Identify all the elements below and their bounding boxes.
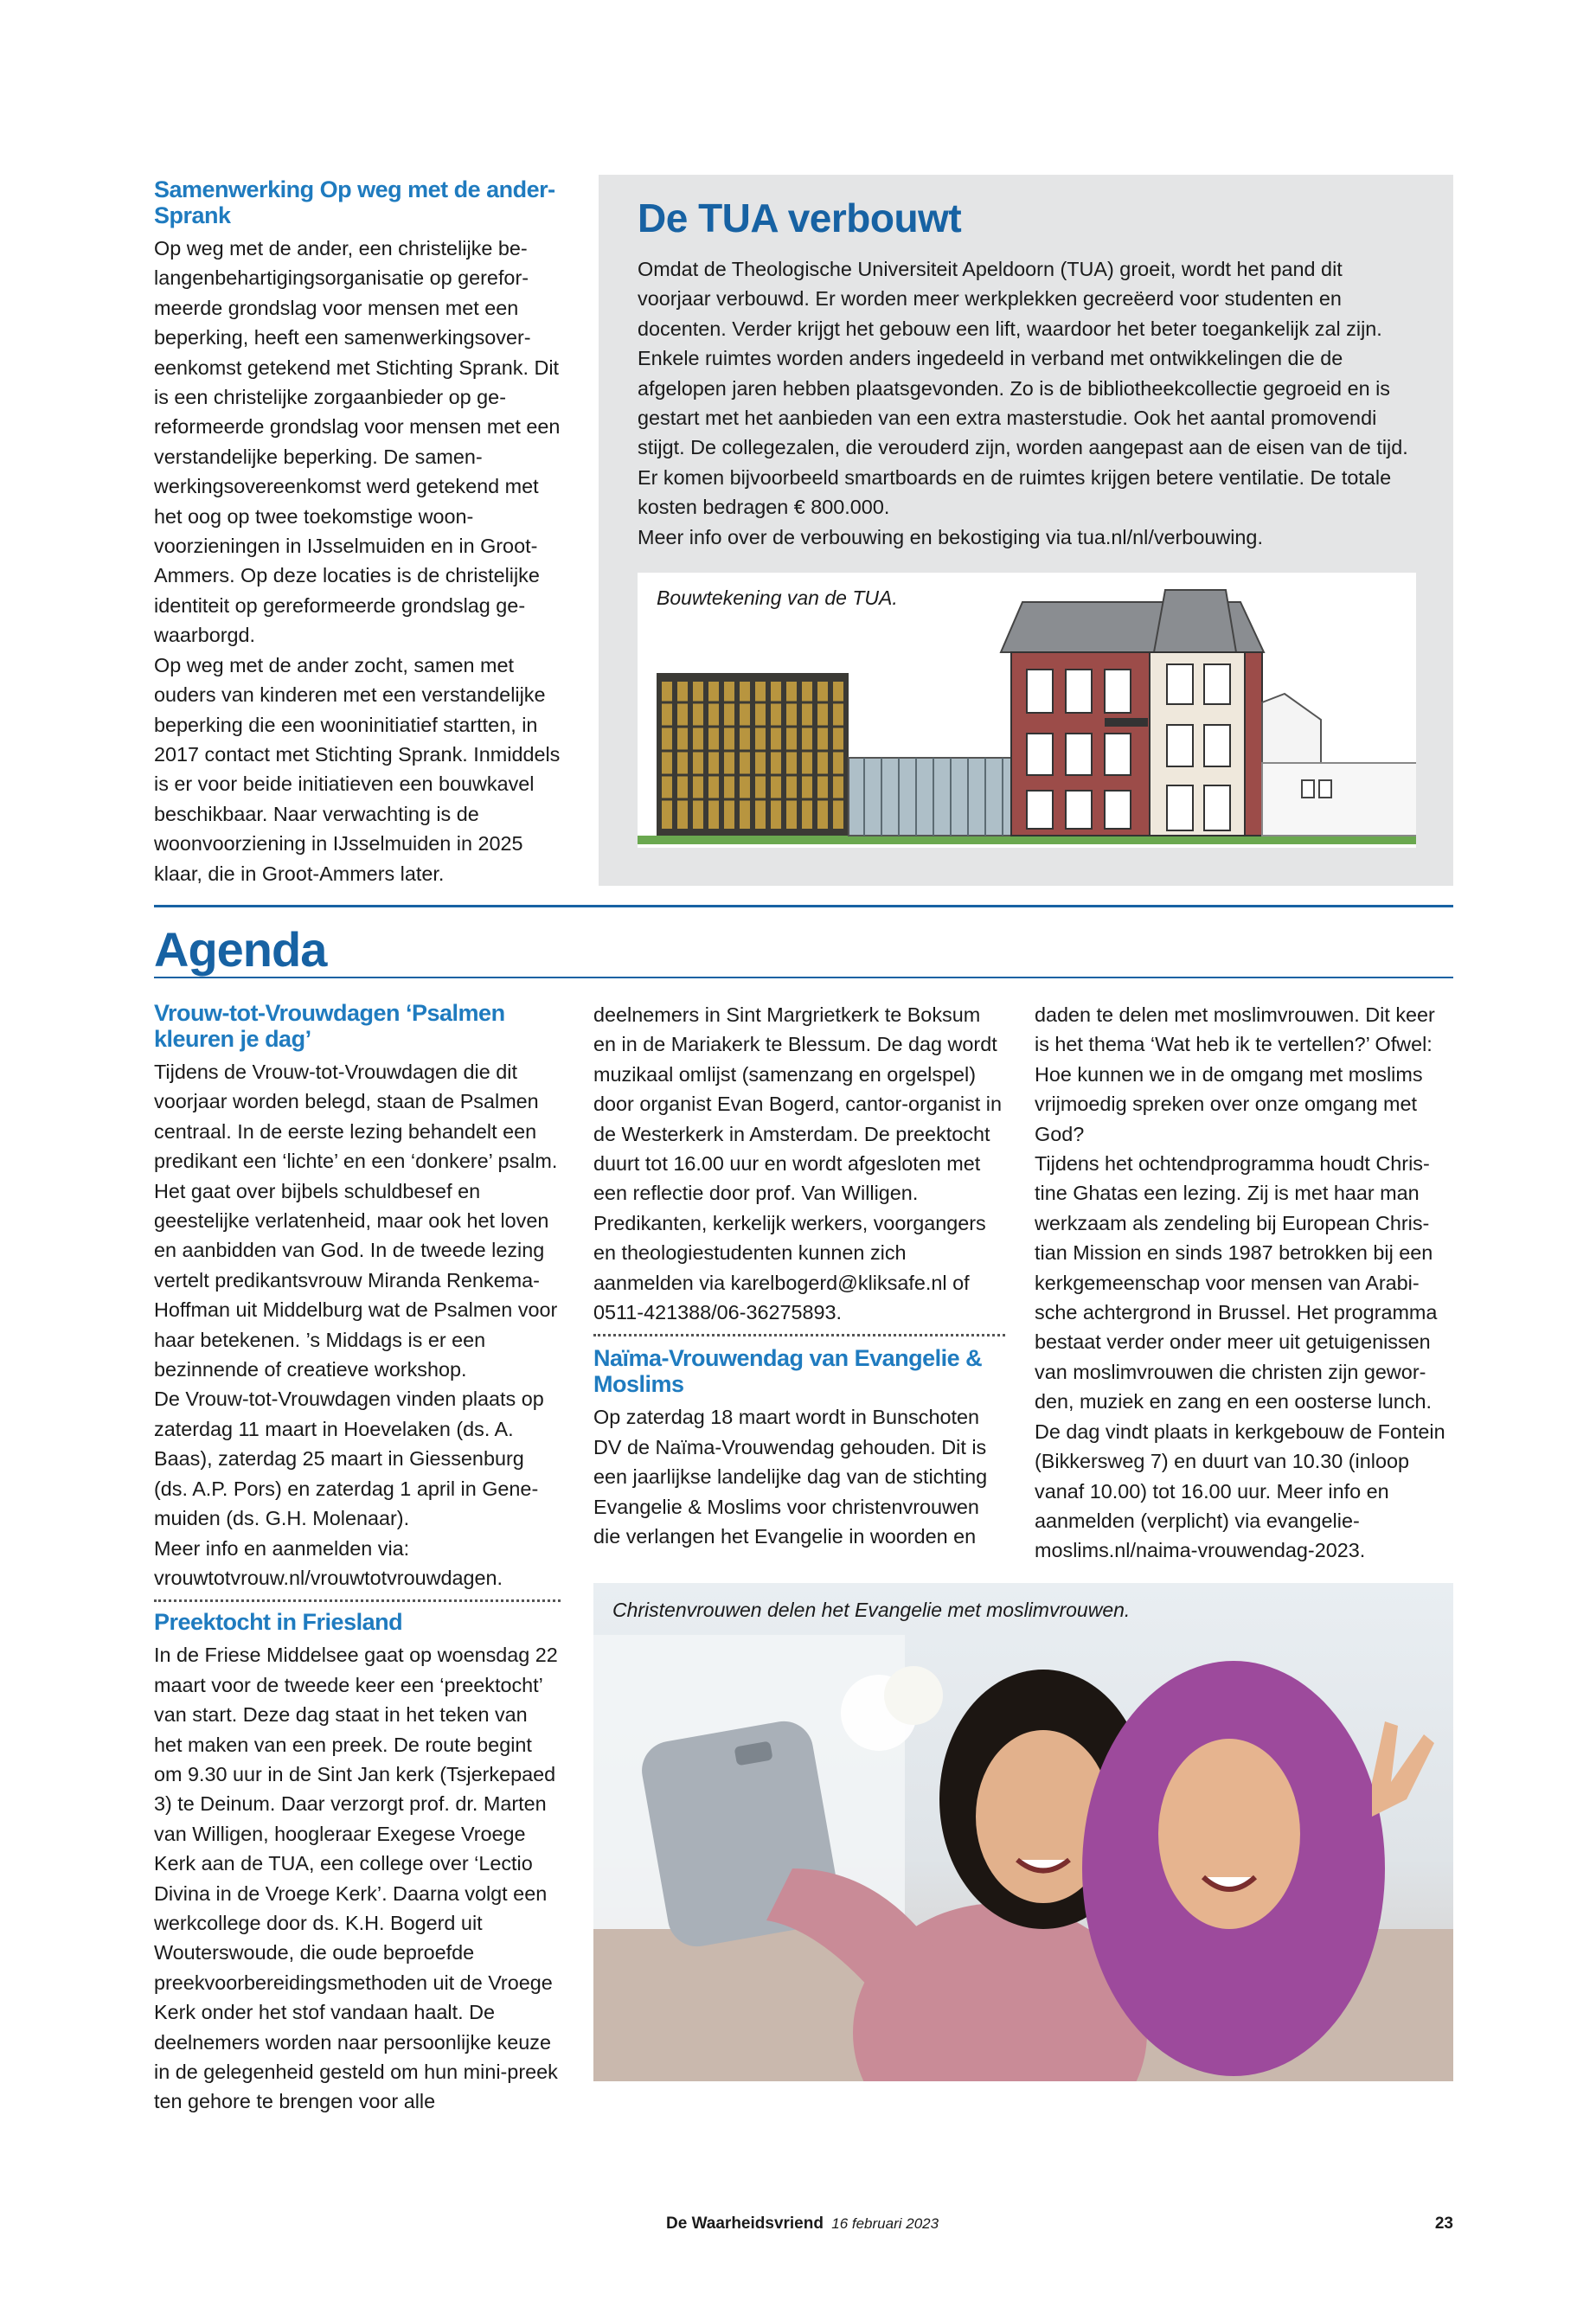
naima-vrouwendag-body (593, 1402, 1005, 1551)
agenda-bottom-rule (154, 977, 1453, 978)
publication-date: 16 februari 2023 (831, 2215, 939, 2232)
paragraph: daden te delen met moslimvrouwen. Dit keer is het thema ‘Wat heb ik te vertellen?’ Ofwel: Hoe kunnen we in de omgang met moslims vrijmoedig spreken over onze omgang met God? (1035, 1003, 1435, 1145)
two-women-selfie-illustration (593, 1583, 1453, 2081)
preektocht-body-continued (593, 1000, 1005, 1327)
paragraph: Tijdens de Vrouw-tot-Vrouwdagen die dit voorjaar worden belegd, staan de Psalmen centraal. In de eerste lezing behandelt een predikant een ‘lichte’ en een ‘donkere’ psalm. Het gaat over bijbels schuldbesef en geestelijke verlatenheid, maar ook het loven en aanbidden van God. In de tweede lezing vertelt predikantsvrouw Miranda Renkema-Hoffman uit Middelburg wat de Psalmen voor haar betekenen. ’s Middags is er een bezinnende of creatieve workshop. (154, 1061, 558, 1381)
naima-vrouwendag-body-continued (1035, 1000, 1453, 1566)
tua-body (638, 254, 1420, 552)
agenda-column-3 (1035, 1000, 1453, 1566)
selfie-photo-caption: Christenvrouwen delen het Evangelie met moslimvrouwen. (612, 1599, 1131, 1621)
agenda-top-rule (154, 905, 1453, 907)
section-divider (154, 1599, 561, 1602)
tua-drawing-caption: Bouwtekening van de TUA. (657, 586, 898, 609)
paragraph: Meer info over de verbouwing en bekostiging via tua.nl/nl/verbouwing. (638, 525, 1263, 548)
naima-vrouwendag-heading: Naïma-Vrouwendag van Evangelie & Moslims (593, 1345, 983, 1398)
paragraph: De Vrouw-tot-Vrouwdagen vinden plaats op zaterdag 11 maart in Hoevelaken (ds. A. Baas), zaterdag 25 maart in Giessenburg (ds. A.P. Pors) en zaterdag 1 april in Genemuiden (ds. G.H. Molenaar). (154, 1388, 544, 1530)
preektocht-heading: Preektocht in Friesland (154, 1609, 403, 1636)
vrouw-tot-vrouwdagen-body (154, 1057, 561, 1593)
vrouw-tot-vrouwdagen-heading: Vrouw-tot-Vrouwdagen ‘Psalmen kleuren je dag’ (154, 1000, 505, 1052)
article-samenwerking (154, 176, 561, 888)
paragraph: Omdat de Theologische Universiteit Apeldoorn (TUA) groeit, wordt het pand dit voorjaar verbouwd. Er worden meer werkplekken gecreëerd voor studenten en docenten. Verder krijgt het gebouw een lift, waardoor het beter toegankelijk zal zijn. Enkele ruimtes worden anders ingedeeld in verband met ontwikkelingen die de afgelopen jaren hebben plaatsgevonden. Zo is de bibliotheekcollectie gegroeid en is gestart met het aanbieden van een extra masterstudie. Ook het aantal promovendi stijgt. De collegezalen, die verouderd zijn, worden aangepast aan de eisen van de tijd. Er komen bijvoorbeeld smartboards en de ruimtes krijgen betere ventilatie. De totale kosten bedragen € 800.000. (638, 258, 1408, 519)
building-elevation-illustration (638, 573, 1416, 848)
tua-title: De TUA verbouwt (638, 195, 962, 240)
paragraph: Op zaterdag 18 maart wordt in Bunschoten DV de Naïma-Vrouwendag gehouden. Dit is een jaarlijkse landelijke dag van de stichting Evangelie & Moslims voor christenvrouwen die verlangen het Evangelie in woorden en (593, 1406, 988, 1548)
paragraph: Op weg met de ander, een christelijke belangenbehartigingsorganisatie op gereformeerde grondslag voor mensen met een beperking, heeft een samenwerkingsovereenkomst getekend met Stichting Sprank. Dit is een christelijke zorgaanbieder op gereformeerde grondslag voor mensen met een verstandelijke beperking. De samenwerkingsovereenkomst werd getekend met het oog op twee toekomstige woonvoorzieningen in IJsselmuiden en in Groot-Ammers. Op deze locaties is de christelijke identiteit op gereformeerde grondslag gewaarborgd. (154, 237, 561, 647)
agenda-title: Agenda (154, 922, 327, 977)
footer (666, 2214, 943, 2234)
selfie-photo (593, 1583, 1453, 2081)
page-number: 23 (1434, 2214, 1453, 2233)
agenda-column-1 (154, 1000, 561, 2117)
paragraph: Tijdens het ochtendprogramma houdt Christine Ghatas een lezing. Zij is met haar man werkzaam als zendeling bij European Christian Mission en sinds 1987 betrokken bij een kerkgemeenschap voor mensen van Arabische achtergrond in Brussel. Het programma bestaat verder onder meer uit getuigenissen van moslimvrouwen die christen zijn geworden, muziek en zang en een oosterse lunch. De dag vindt plaats in kerkgebouw de Fontein (Bikkersweg 7) en duurt van 10.30 (inloop vanaf 10.00) tot 16.00 uur. Meer info en aanmelden (verplicht) via evangeliemoslims.nl/naima-vrouwendag-2023. (1035, 1152, 1445, 1562)
tua-drawing (638, 573, 1416, 848)
paragraph: In de Friese Middelsee gaat op woensdag 22 maart voor de tweede keer een ‘preektocht’ van start. Deze dag staat in het teken van het maken van een preek. De route begint om 9.30 uur in de Sint Jan kerk (Tsjerkepaed 3) te Deinum. Daar verzorgt prof. dr. Marten van Willigen, hoogleraar Exegese Vroege Kerk aan de TUA, een college over ‘Lectio Divina in de Vroege Kerk’. Daarna volgt een werkcollege door ds. K.H. Bogerd uit Wouterswoude, die oude beproefde preekvoorbereidingsmethoden uit de Vroege Kerk onder het stof vandaan haalt. De deelnemers worden naar persoonlijke keuze in de gelegenheid gesteld om hun mini-preek ten gehore te brengen voor alle (154, 1644, 558, 2113)
article-samenwerking-body (154, 234, 561, 888)
paragraph: deelnemers in Sint Margrietkerk te Boksum en in de Mariakerk te Blessum. De dag wordt muzikaal omlijst (samenzang en orgelspel) door organist Evan Bogerd, cantor-organist in de Westerkerk in Amsterdam. De preektocht duurt tot 16.00 uur en wordt afgesloten met een reflectie door prof. Van Willigen. Predikanten, kerkelijk werkers, voorgangers en theologiestudenten kunnen zich aanmelden via karelbogerd@kliksafe.nl of 0511-421388/06-36275893. (593, 1003, 1002, 1324)
paragraph: Op weg met de ander zocht, samen met ouders van kinderen met een verstandelijke beperking die een wooninitiatief startten, in 2017 contact met Stichting Sprank. Inmiddels is er voor beide initiatieven een bouwkavel beschikbaar. Naar verwachting is de woonvoorziening in IJsselmuiden in 2025 klaar, die in Groot-Ammers later. (154, 653, 561, 885)
publication-name: De Waarheidsvriend (666, 2214, 824, 2233)
paragraph: Meer info en aanmelden via: vrouwtotvrouw.nl/vrouwtotvrouwdagen. (154, 1536, 503, 1589)
preektocht-body (154, 1640, 561, 2117)
article-samenwerking-heading: Samenwerking Op weg met de ander-Sprank (154, 176, 555, 228)
agenda-column-2 (593, 1000, 1005, 1552)
section-divider (593, 1334, 1005, 1336)
